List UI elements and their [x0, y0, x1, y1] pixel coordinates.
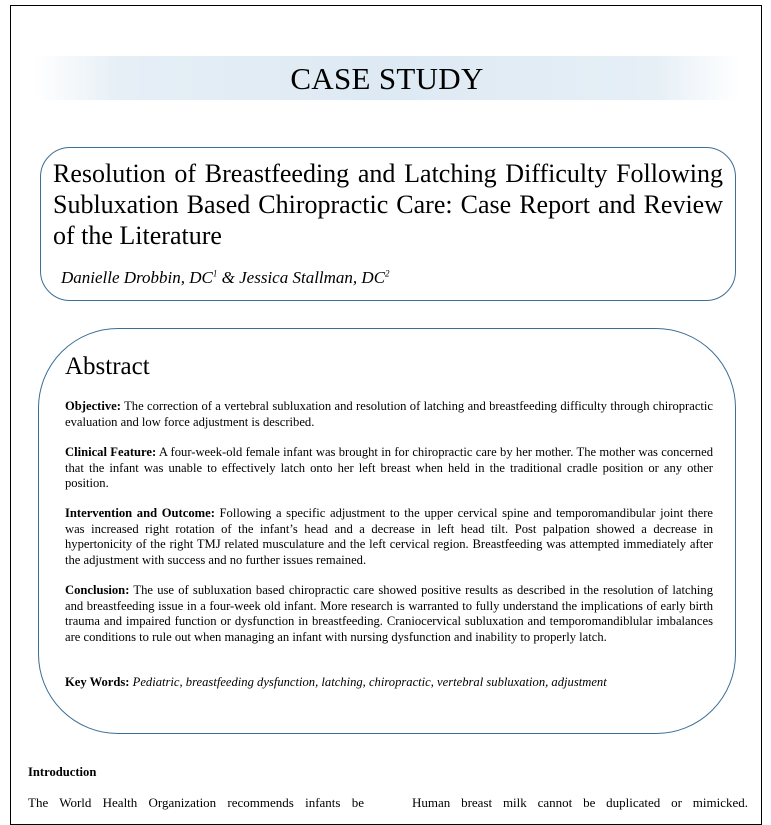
article-title: Resolution of Breastfeeding and Latching Difficulty Following Subluxation Based Chiropractic Care: Case Report and Review of the Literature — [53, 159, 723, 250]
abstract-objective — [65, 399, 713, 430]
author-line — [61, 268, 390, 288]
author-2-name: Jessica Stallman, DC — [239, 268, 386, 287]
conclusion-text: The use of subluxation based chiropractic care showed positive results as described in the resolution of latching and breastfeeding issue in a four-week old infant. More research is warranted to fully understand the implications of early birth trauma and impaired function or dysfunction in breastfeeding. Craniocervical subluxation and temporomandiblular imbalances are conditions to rule out when managing an infant with nursing dysfunction and inability to properly latch. — [65, 583, 713, 644]
clinical-feature-label: Clinical Feature: — [65, 445, 157, 459]
objective-label: Objective: — [65, 399, 121, 413]
objective-text: The correction of a vertebral subluxation and resolution of latching and breastfeeding difficulty through chiropractic evaluation and low force adjustment is described. — [65, 399, 713, 429]
author-2-affiliation: 2 — [385, 268, 390, 279]
author-separator: & — [217, 268, 240, 287]
intervention-text: Following a specific adjustment to the upper cervical spine and temporomandibular joint there was increased right rotation of the infant’s head and a decrease in left head tilt. Post palpation showed a decrease in hypertonicity of the right TMJ related musculature and the left cervical region. Breastfeeding was attempted immediately after the adjustment with success and no further issues remained. — [65, 506, 714, 567]
abstract-key-words — [65, 675, 713, 691]
right-column-text: Human breast milk cannot be duplicated or mimicked. — [412, 795, 748, 810]
abstract-clinical-feature — [65, 445, 713, 492]
section-banner — [34, 56, 740, 100]
intervention-label: Intervention and Outcome: — [65, 506, 215, 520]
banner-title: CASE STUDY — [290, 61, 484, 96]
author-1-affiliation: 1 — [212, 268, 218, 279]
title-box — [40, 147, 736, 301]
key-words-label: Key Words: — [65, 675, 130, 689]
abstract-box — [38, 328, 736, 734]
conclusion-label: Conclusion: — [65, 583, 130, 597]
abstract-conclusion — [65, 583, 713, 645]
left-column-text: The World Health Organization recommends infants be — [28, 795, 364, 810]
introduction-heading: Introduction — [28, 765, 97, 779]
abstract-intervention — [65, 506, 713, 568]
clinical-feature-text: A four-week-old female infant was brought in for chiropractic care by her mother. The mother was concerned that the infant was unable to effectively latch onto her left breast when held in the traditional cradle position or any other position. — [65, 445, 713, 491]
abstract-heading: Abstract — [65, 353, 150, 380]
author-1-name: Danielle Drobbin, DC — [61, 268, 213, 287]
key-words-text: Pediatric, breastfeeding dysfunction, latching, chiropractic, vertebral subluxation, adjustment — [129, 675, 607, 689]
